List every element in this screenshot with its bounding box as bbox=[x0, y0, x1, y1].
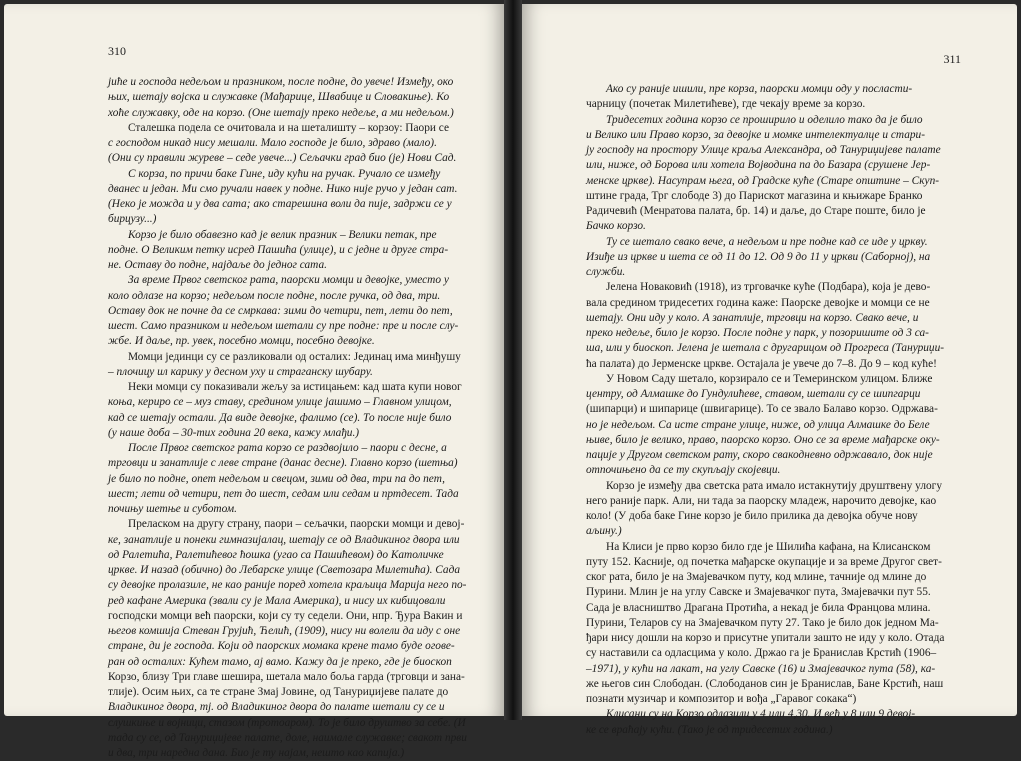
right-text-line: же његов син Слободан. (Слободанов син је Бранислав, Бане Крстић, наш bbox=[586, 677, 944, 690]
left-text-line: Корзо, близу Три главе шешира, шетала мало боља гарда (трговци и зана- bbox=[108, 670, 465, 683]
right-text-line: су наставили са одласцима у коло. Држао га је Бранислав Крстић (1906– bbox=[586, 647, 937, 660]
left-text-line: шест. Само празником и недељом шетали су пре подне: пре и после слу- bbox=[108, 320, 459, 332]
left-text-line: Оставу док не почне да се смркава: зими до четири, пет, лети до пет, bbox=[108, 304, 453, 317]
left-text-line: ке, занатлије и понеки гимназијалац, шетају се од Владикиног двора или bbox=[108, 533, 460, 546]
right-text-line: штине града, Трг слободе 3) до Парискот магазина и књижаре Бранко bbox=[586, 189, 923, 202]
left-text-line: његов комшија Стеван Грујић, Ћелић, (1909), нису ни волели да иду с оне bbox=[108, 625, 461, 637]
left-text-line: господски момци већ паорски, који су ту седели. Они, нпр. Ђура Вакин и bbox=[108, 609, 463, 622]
left-text-line: подне. О Великим петку исред Пашића (улице), и с једне и друге стра- bbox=[108, 243, 449, 256]
left-text-line: Преласком на другу страну, паори – сељачки, паорски момци и девој- bbox=[128, 518, 465, 531]
right-text-line: аљину.) bbox=[586, 525, 622, 538]
left-text-line: (Они су правили журеве – седе увече...) Сељачки град био (је) Нови Сад. bbox=[108, 152, 457, 165]
right-text-line: познати музичар и композитор и вођа „Гаравог сокака“) bbox=[586, 693, 857, 705]
right-text-line: (шипарци) и шипарице (швигарице). То се звало Балаво корзо. Одржава- bbox=[586, 403, 938, 416]
right-text-line: Тридесетих година корзо се проширило и оделило тако да је било bbox=[606, 113, 923, 126]
left-text-line: слушкиње и војници, стазом (тротоаром). То је било друштво за себе. (И bbox=[108, 716, 466, 729]
left-page-number: 310 bbox=[108, 44, 126, 58]
left-text-line: и два, три наредна дана. Био је ту најам, нешто као капија.) bbox=[108, 747, 405, 759]
right-text-line: Пурини, Теларов су на Змајевачком путу 27. Тако је било док једном Ма- bbox=[586, 616, 939, 629]
right-page-text bbox=[586, 82, 956, 738]
right-text-line: Пурини. Млин је на углу Савске и Змајевачког пута, Змајевачки пут 55. bbox=[586, 586, 931, 599]
book-gutter bbox=[504, 0, 522, 720]
right-text-line: служби. bbox=[586, 266, 626, 278]
right-text-line: путу 152. Касније, од почетка мађарске окупације и за време Другог свет- bbox=[586, 555, 942, 568]
left-text-line: стране, ди је господа. Који од паорских момака крене тамо буде огове- bbox=[108, 640, 455, 653]
left-page-text bbox=[108, 75, 479, 761]
right-page-number: 311 bbox=[943, 52, 961, 66]
right-text-line: менске цркве). Насупрам њега, од Градске куће (Старе општине – Скуп- bbox=[586, 174, 940, 187]
left-text-line: Сталешка подела се очитовала и на шеталишту – корзоу: Паори се bbox=[128, 121, 449, 134]
left-text-line: трговци и занатлије с леве стране (данас десне). Главно корзо (шетња) bbox=[108, 457, 458, 470]
left-text-line: тлије). Осим њих, са те стране Змај Јовине, од Тануриџијеве палате до bbox=[108, 686, 449, 698]
left-text-line: шест; лети од четири, пет до шест, седам или седам и пртдесет. Тада bbox=[108, 487, 459, 500]
right-text-line: но је недељом. Са исте стране улице, ниже, од улица Алмашке до Беле bbox=[586, 418, 930, 431]
left-text-line: Владикиног двора, тј. од Владикиног двора до палате шетали су се и bbox=[108, 701, 445, 714]
left-text-line: с господом никад нису мешали. Мало господе је било, здраво (мало). bbox=[108, 137, 437, 149]
left-text-line: За време Првог светског рата, паорски момци и девојке, уместо у bbox=[128, 274, 449, 287]
right-text-line: и Велико или Право корзо, за девојке и момке интелектуалце и стари- bbox=[586, 128, 925, 141]
left-text-line: (Неко је можда и у два сата; ако старешина воли да пије, задржи се у bbox=[108, 198, 452, 210]
right-text-line: –1971), у кући на лакат, на углу Савске (16) и Змајевачког пута (58), ка- bbox=[586, 662, 936, 675]
right-text-line: ђари нису дошли на корзо и присутне упитали зашто не иду у коло. Отада bbox=[586, 632, 945, 644]
left-text-line: (у наше доба – 30-тих година 20 века, кажу млађи.) bbox=[108, 426, 360, 439]
left-text-line: не. Оставу до подне, најдаље до једног сата. bbox=[108, 259, 328, 271]
left-text-line: ред кафане Америка (звали су је Мала Америка), и нису их кибицовали bbox=[108, 594, 446, 607]
left-text-line: њих, шетају војска и служавке (Мађарице, Швабице и Словакиње). Ко bbox=[108, 91, 450, 104]
right-text-line: чарницу (почетак Милетићеве), где чекају време за корзо. bbox=[586, 98, 866, 111]
left-text-line: цркве. И назад (обично) до Лебарске улице (Светозара Милетића). Сада bbox=[108, 564, 461, 576]
right-text-line: него раније парк. Али, ни тада за паорску младеж, нарочито девојке, као bbox=[586, 494, 937, 507]
left-text-line: је било по подне, опет недељом и свецом, зими од два, три па до пет, bbox=[108, 472, 446, 485]
right-text-line: Јелена Новаковић (1918), из трговачке куће (Подбара), која је дево- bbox=[606, 281, 931, 294]
left-text-line: Момци јединци су се разликовали од осталих: Јединац има минђушу bbox=[128, 350, 461, 363]
right-text-line: Ако су раније ишили, пре корза, паорски момци оду у посласти- bbox=[606, 83, 913, 95]
right-text-line: ша, или у биоскоп. Јелена је шетала с другарицом од Прогреса (Тануриџи- bbox=[586, 342, 945, 355]
left-text-line: почињу шетње и суботом. bbox=[108, 503, 237, 515]
right-text-line: Корзо је између два светска рата имало истакнутију друштвену улогу bbox=[606, 479, 942, 492]
right-text-line: ског рата, било је на Змајевачком путу, код млине, тачније од млине до bbox=[586, 571, 927, 583]
right-text-line: коло! (У доба баке Гине корзо је било прилика да девојка обуче нову bbox=[586, 510, 918, 522]
right-text-line: Клисани су на Корзо одлазили у 4 или 4,30. И већ у 8 или 9 девој- bbox=[606, 708, 916, 721]
right-text-line: На Клиси је прво корзо било где је Шилића кафана, на Клисанском bbox=[606, 540, 931, 553]
left-text-line: јиће и господа недељом и празником, после подне, до увече! Између, око bbox=[108, 76, 454, 88]
left-page bbox=[4, 4, 504, 759]
right-page bbox=[522, 4, 1017, 736]
right-text-line: ју господу на простору Улице краља Александра, од Тануриџијеве палате bbox=[586, 144, 941, 156]
right-text-line: Изиђе из цркве и шета се од 11 до 12. Од 9 до 11 у цркви (Саборној), на bbox=[586, 250, 931, 263]
left-text-line: Корзо је било обавезно кад је велик празник – Велики петак, пре bbox=[128, 228, 437, 241]
left-text-line: кад се шетају остали. Да виде девојке, фалимо (се). То после није било bbox=[108, 411, 452, 424]
left-text-line: хоће служавку, оде на корзо. (Оне шетају преко недеље, а ми недељом.) bbox=[108, 106, 454, 119]
right-text-line: Сада је власништво Драгана Протића, а некад је била Францова млина. bbox=[586, 601, 931, 614]
left-text-line: ран од осталих: Кућем тамо, ај вамо. Кажу да је преко, где је биоскоп bbox=[108, 655, 452, 668]
left-text-line: су девојке пролазиле, не као раније поред хотела краљица Марија него по- bbox=[108, 579, 467, 592]
left-text-line: од Ралетића, Ралетићевог ћошка (угао са Пашићевом) до Католичке bbox=[108, 548, 444, 561]
right-text-line: центру, од Алмашке до Гундулићеве, ставом, шетали су се шипгарци bbox=[586, 388, 921, 400]
left-text-line: Неки момци су показивали жељу за истицањем: кад шата купи новог bbox=[128, 381, 462, 393]
left-text-line: жбе. И даље, пр. увек, посебно момци, посебно девојке. bbox=[108, 335, 375, 348]
right-text-line: вала средином тридесетих година каже: Паорске девојке и момци се не bbox=[586, 296, 930, 309]
right-text-line: Бачко корзо. bbox=[586, 220, 646, 233]
left-text-line: дванес и један. Ми смо ручали навек у подне. Нико није ручо у један сат. bbox=[108, 182, 458, 195]
right-text-line: У Новом Саду шетало, корзирало се и Темеринском улицом. Ближе bbox=[606, 372, 933, 385]
right-text-line: ке се враћају кући. (Тако је од тридесетих година.) bbox=[586, 723, 833, 736]
right-text-line: Радичевић (Менратова палата, бр. 14) и даље, до Старе поште, било је bbox=[586, 205, 926, 217]
right-text-line: њиве, било је велико, право, паорско корзо. Оно се за време мађарске оку- bbox=[586, 433, 940, 446]
right-text-line: или, ниже, од Борова или хотела Војводина па до Базара (срушене Јер- bbox=[586, 159, 931, 172]
left-text-line: тада су се, од Тануриџијеве палате, доле, наимале служавке; свакот први bbox=[108, 731, 467, 744]
right-text-line: шетају. Они иду у коло. А занатлије, трговци на корзо. Свако вече, и bbox=[586, 311, 919, 324]
right-text-line: отпочињено да се ту скупљају скојевци. bbox=[586, 464, 781, 477]
left-text-line: – плочицу ил карику у десном уху и страганску шубару. bbox=[108, 365, 373, 378]
left-text-line: бирцузу...) bbox=[108, 213, 157, 226]
right-text-line: преко недеље, било је корзо. После подне у парк, у позоришите од 3 са- bbox=[586, 327, 929, 339]
right-text-line: ћа палата) до Јерменске цркве. Остајала је увече до 7–8. До 9 – код куће! bbox=[586, 357, 937, 370]
left-text-line: коло одлазе на корзо; недељом после подне, после ручка, од два, три. bbox=[108, 289, 441, 302]
right-text-line: пације у Другом светском рату, скоро свакодневно одржавало, док није bbox=[586, 449, 933, 461]
left-text-line: С корза, по причи баке Гине, иду кући на ручак. Ручало се између bbox=[128, 167, 441, 180]
right-text-line: Ту се шетало свако вече, а недељом и пре подне кад се иде у цркву. bbox=[606, 235, 928, 248]
left-text-line: коња, кериро се – муз ставу, средином улице јашимо – Главном улицом, bbox=[108, 396, 452, 409]
left-text-line: После Првог светског рата корзо се раздвојило – паори с десне, а bbox=[128, 442, 447, 454]
